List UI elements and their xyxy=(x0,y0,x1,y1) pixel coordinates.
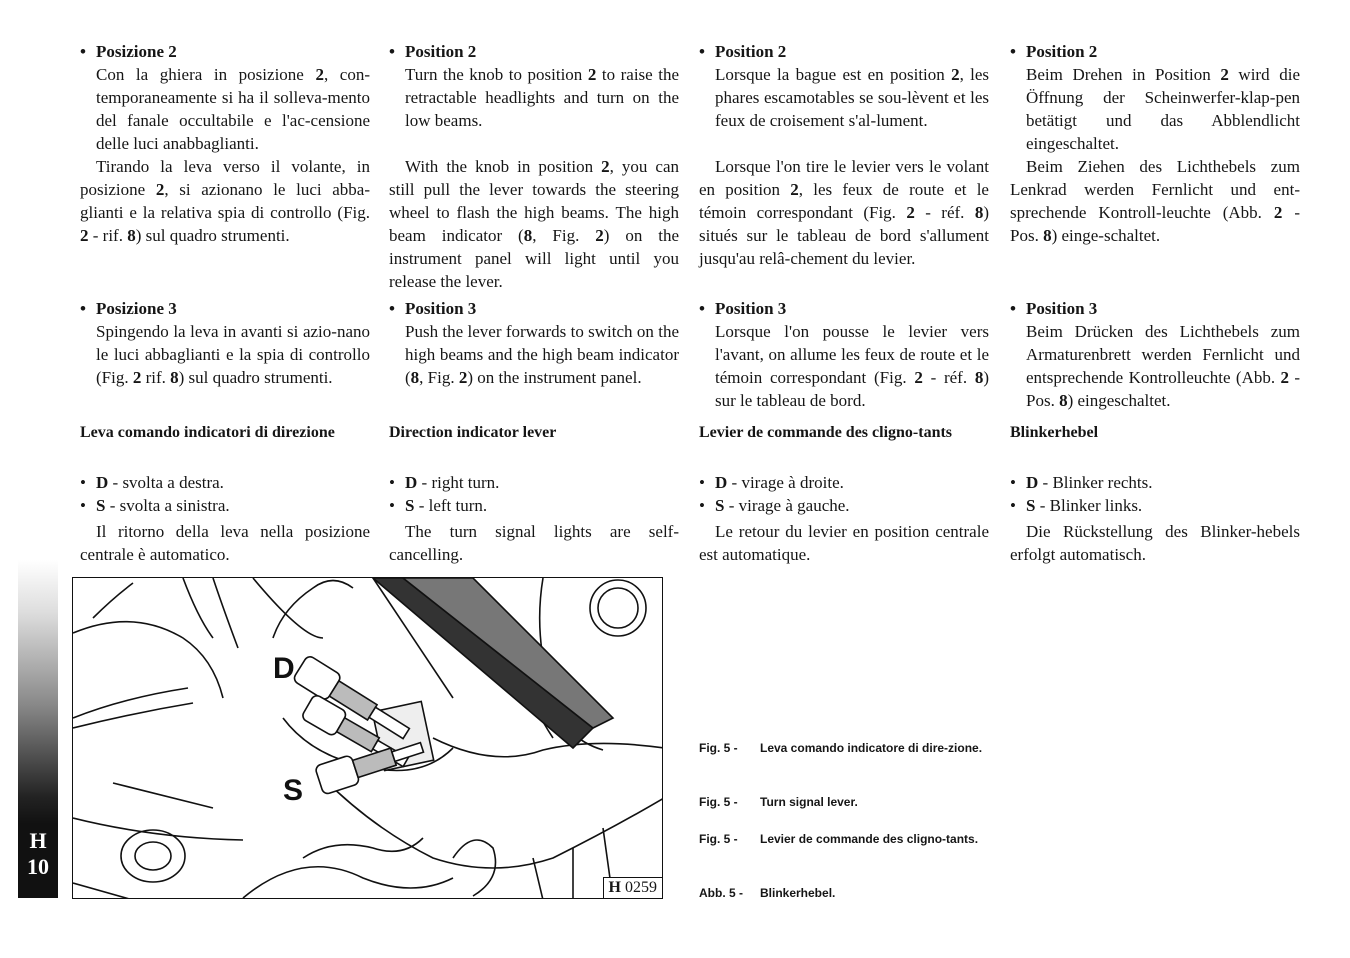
caption-de: Abb. 5 - Blinkerhebel. xyxy=(699,886,836,900)
fr-pos3-heading: • Position 3 xyxy=(699,299,787,318)
fr-lever-heading: Levier de commande des cligno-tants xyxy=(699,424,953,441)
en-d-item: • D - right turn. xyxy=(389,473,500,492)
de-lever-heading: Blinkerhebel xyxy=(1010,424,1099,441)
fr-pos3-paragraph: Lorsque l'on pousse le levier vers l'avant, on allume les feux de route et le témoin correspondant (Fig. 2 - réf. 8) sur le tableau de bord. xyxy=(715,322,989,410)
caption-en: Fig. 5 - Turn signal lever. xyxy=(699,795,858,809)
en-pos2-paragraph1: Turn the knob to position 2 to raise the retractable headlights and turn on the low beams. xyxy=(405,65,679,130)
caption-fr: Fig. 5 - Levier de commande des cligno-tants. xyxy=(699,832,979,846)
fr-pos2-paragraph1: Lorsque la bague est en position 2, les phares escamotables se sou-lèvent et les feux de croisement s'al-lument. xyxy=(715,65,989,130)
de-return-text: Die Rückstellung des Blinker-hebels erfolgt automatisch. xyxy=(1010,522,1300,564)
en-pos3-heading: • Position 3 xyxy=(389,299,477,318)
de-d-item: • D - Blinker rechts. xyxy=(1010,473,1153,492)
en-pos3-paragraph: Push the lever forwards to switch on the high beams and the high beam indicator (8, Fig. 2) on the instrument panel. xyxy=(405,322,679,387)
it-pos2-paragraph2: Tirando la leva verso il volante, in posizione 2, si azionano le luci abba-glianti e la relativa spia di controllo (Fig. 2 - rif. 8) sul quadro strumenti. xyxy=(80,157,371,245)
page-section: H xyxy=(29,828,47,853)
it-d-item: • D - svolta a destra. xyxy=(80,473,224,492)
de-s-item: • S - Blinker links. xyxy=(1010,496,1143,515)
it-pos2-paragraph1: Con la ghiera in posizione 2, con-temporaneamente si ha il solleva-mento del fanale occultabile e l'ac-censione delle luci anabbaglianti. xyxy=(96,65,370,153)
fr-d-item: • D - virage à droite. xyxy=(699,473,844,492)
en-return-text: The turn signal lights are self-cancelling. xyxy=(389,522,679,564)
label-s: S xyxy=(283,774,304,807)
page-edge-gradient xyxy=(18,560,58,824)
it-lever-heading: Leva comando indicatori di direzione xyxy=(80,424,335,441)
de-pos2-paragraph2: Beim Ziehen des Lichthebels zum Lenkrad werden Fernlicht und ent-sprechende Kontroll-leuchte (Abb. 2 - Pos. 8) einge-schaltet. xyxy=(1010,157,1300,245)
label-d: D xyxy=(273,652,295,685)
figure-turn-signal-lever xyxy=(72,577,663,899)
lever-illustration xyxy=(73,578,663,899)
fr-s-item: • S - virage à gauche. xyxy=(699,496,850,515)
caption-it: Fig. 5 - Leva comando indicatore di dire-zione. xyxy=(699,741,983,755)
de-pos2-heading: • Position 2 xyxy=(1010,42,1098,61)
en-s-item: • S - left turn. xyxy=(389,496,488,515)
it-pos3-paragraph: Spingendo la leva in avanti si azio-nano le luci abbaglianti e la spia di controllo (Fig. 2 rif. 8) sul quadro strumenti. xyxy=(96,322,370,387)
fr-return-text: Le retour du levier en position centrale est automatique. xyxy=(699,522,989,564)
it-pos2-heading: • Posizione 2 xyxy=(80,42,177,61)
fr-pos2-heading: • Position 2 xyxy=(699,42,787,61)
page-tab xyxy=(18,824,58,898)
de-pos2-paragraph1: Beim Drehen in Position 2 wird die Öffnung der Scheinwerfer-klap-pen betätigt und das Abblendlicht eingeschaltet. xyxy=(1026,65,1300,153)
en-pos2-heading: • Position 2 xyxy=(389,42,477,61)
figure-id: H 0259 xyxy=(603,877,662,898)
it-pos3-heading: • Posizione 3 xyxy=(80,299,177,318)
en-lever-heading: Direction indicator lever xyxy=(389,424,557,441)
it-return-text: Il ritorno della leva nella posizione centrale è automatico. xyxy=(80,522,370,564)
it-s-item: • S - svolta a sinistra. xyxy=(80,496,230,515)
fr-pos2-paragraph2: Lorsque l'on tire le levier vers le volant en position 2, les feux de route et le témoin correspondant (Fig. 2 - réf. 8) situés sur le tableau de bord s'allument jusqu'au relâ-chement du levier. xyxy=(699,157,989,268)
en-pos2-paragraph2: With the knob in position 2, you can still pull the lever towards the steering wheel to flash the high beams. The high beam indicator (8, Fig. 2) on the instrument panel will light until you release the lever. xyxy=(389,157,680,291)
de-pos3-paragraph: Beim Drücken des Lichthebels zum Armaturenbrett werden Fernlicht und entsprechende Kontrolleuchte (Abb. 2 - Pos. 8) eingeschaltet. xyxy=(1026,322,1300,410)
de-pos3-heading: • Position 3 xyxy=(1010,299,1098,318)
page-number: 10 xyxy=(27,854,49,879)
